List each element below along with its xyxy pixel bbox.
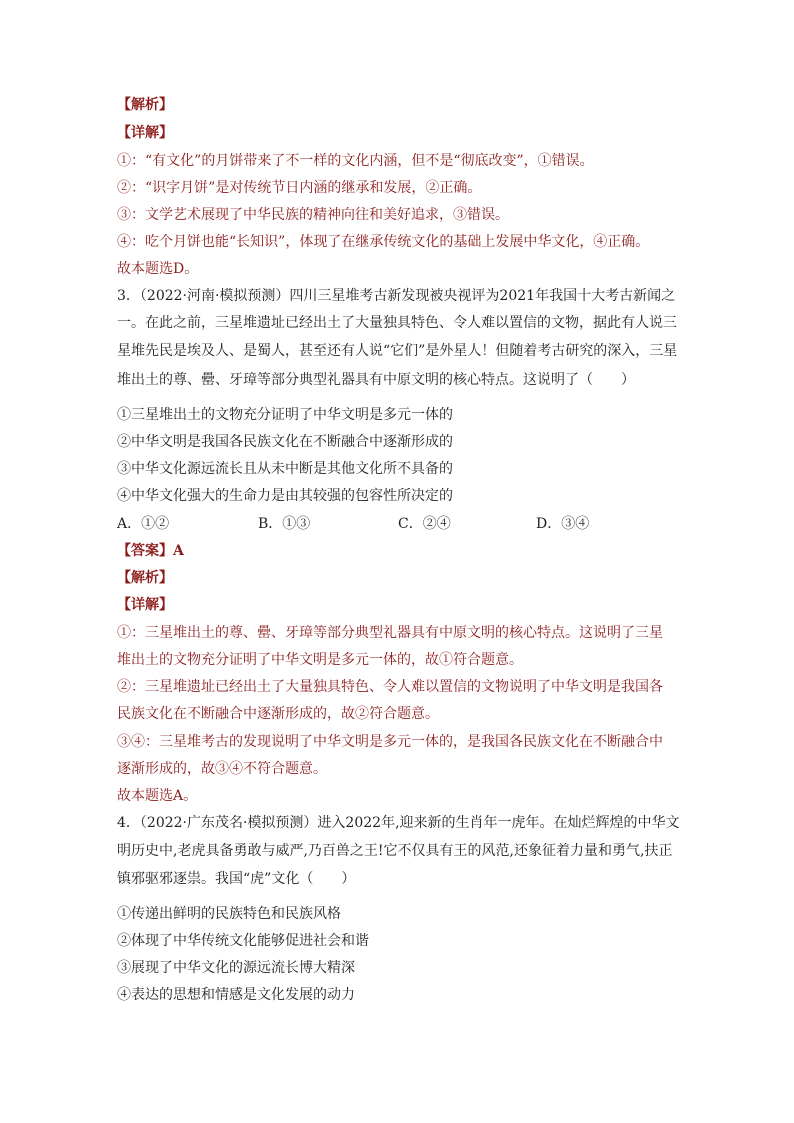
detail-point: ③：文学艺术展现了中华民族的精神向往和美好追求，③错误。 [117, 207, 509, 223]
detail-line: ③④：三星堆考古的发现说明了中华文明是多元一体的，是我国各民族文化在不断融合中 [117, 734, 663, 750]
statement-item: ①传递出鲜明的民族特色和民族风格 [117, 906, 341, 922]
question-stem-line: 星堆先民是埃及人、是蜀人，甚至还有人说“它们”是外星人！但随着考古研究的深入，三星 [117, 343, 678, 359]
statement-item: ②体现了中华传统文化能够促进社会和谐 [117, 933, 369, 949]
question-stem-line: 明历史中,老虎具备勇敢与威严,乃百兽之王!它不仅具有王的风范,还象征着力量和勇气,扶正 [117, 843, 673, 859]
conclusion: 故本题选D。 [117, 261, 199, 277]
detail-label: 【详解】 [117, 597, 173, 613]
statement-item: ③中华文化源远流长且从未中断是其他文化所不具备的 [117, 461, 453, 477]
option-c: C．②④ [398, 516, 451, 532]
conclusion: 故本题选A。 [117, 788, 198, 804]
detail-point: ④：吃个月饼也能“长知识”，体现了在继承传统文化的基础上发展中华文化，④正确。 [117, 234, 650, 250]
analysis-label: 【解析】 [117, 570, 173, 586]
question-stem-line: 镇邪驱邪逐祟。我国“虎”文化（ ） [117, 871, 356, 887]
question-stem-line: 4．（2022·广东茂名·模拟预测）进入2022年,迎来新的生肖年一虎年。在灿烂辉煌的中华文 [117, 815, 680, 831]
statement-item: ④中华文化强大的生命力是由其较强的包容性所决定的 [117, 488, 453, 504]
statement-item: ②中华文明是我国各民族文化在不断融合中逐渐形成的 [117, 434, 453, 450]
question-stem-line: 3．（2022·河南·模拟预测）四川三星堆考古新发现被央视评为2021年我国十大考古新闻之 [117, 288, 676, 304]
detail-line: ①：三星堆出土的尊、罍、牙璋等部分典型礼器具有中原文明的核心特点。这说明了三星 [117, 625, 663, 641]
statement-item: ③展现了中华文化的源远流长博大精深 [117, 960, 355, 976]
statement-item: ①三星堆出土的文物充分证明了中华文明是多元一体的 [117, 407, 453, 423]
analysis-label: 【解析】 [117, 97, 173, 113]
detail-point: ②：“识字月饼”是对传统节日内涵的继承和发展，②正确。 [117, 180, 482, 196]
detail-line: ②：三星堆遗址已经出土了大量独具特色、令人难以置信的文物说明了中华文明是我国各 [117, 679, 663, 695]
answer-label: 【答案】A [117, 543, 184, 559]
detail-line: 堆出土的文物充分证明了中华文明是多元一体的，故①符合题意。 [117, 652, 523, 668]
detail-point: ①：“有文化”的月饼带来了不一样的文化内涵，但不是“彻底改变”，①错误。 [117, 153, 594, 169]
option-a: A．①② [117, 516, 170, 532]
detail-line: 逐渐形成的，故③④不符合题意。 [117, 761, 327, 777]
detail-label: 【详解】 [117, 125, 173, 141]
option-d: D．③④ [536, 516, 590, 532]
options-row [117, 514, 677, 534]
detail-line: 民族文化在不断融合中逐渐形成的，故②符合题意。 [117, 706, 439, 722]
question-stem-line: 一。在此之前，三星堆遗址已经出土了大量独具特色、令人难以置信的文物，据此有人说三 [117, 315, 677, 331]
question-stem-line: 堆出土的尊、罍、牙璋等部分典型礼器具有中原文明的核心特点。这说明了（ ） [117, 372, 635, 388]
option-b: B．①③ [258, 516, 311, 532]
statement-item: ④表达的思想和情感是文化发展的动力 [117, 987, 355, 1003]
